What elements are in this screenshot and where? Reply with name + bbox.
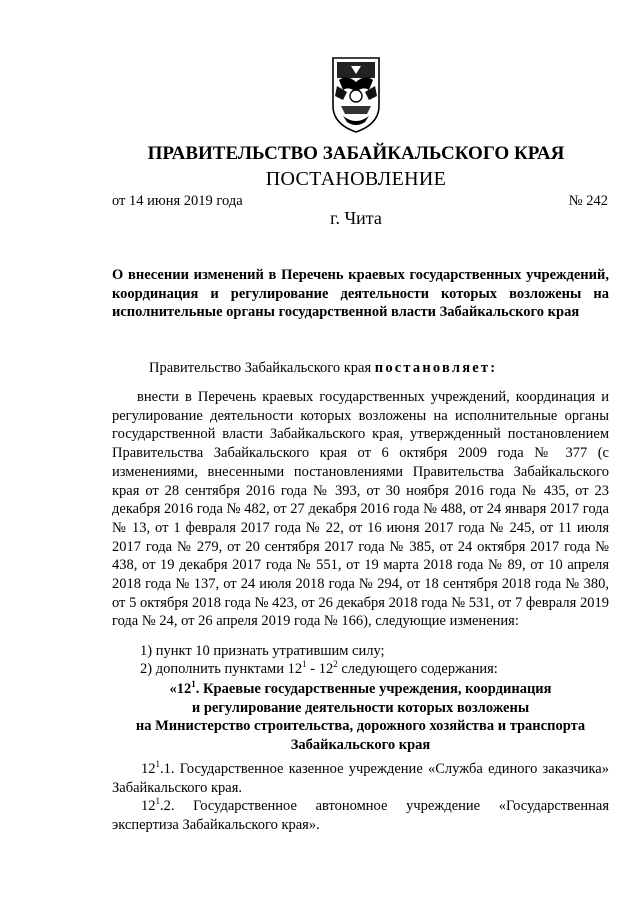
list-item-1: 1) пункт 10 признать утратившим силу; — [140, 643, 385, 659]
document-date: от 14 июня 2019 года — [112, 193, 243, 209]
list-item-2: 2) дополнить пунктами $12^1 - 12^2$ следующего содержания: — [140, 659, 498, 677]
section-heading-line-2: и регулирование деятельности которых возложены — [191, 699, 530, 716]
section-heading — [112, 680, 609, 754]
paragraph-12-1-2: $12^1.2$. Государственное автономное учреждение «Государственная экспертиза Забайкальского края». — [112, 796, 609, 833]
section-heading-line-4: Забайкальского края — [290, 736, 431, 753]
document-subject: О внесении изменений в Перечень краевых государственных учреждений, координация и регулирование деятельности которых возложены на исполнительные органы государственной власти Забайкальского края — [112, 267, 609, 321]
decree-line — [149, 360, 497, 377]
document-number: № 242 — [568, 193, 608, 209]
body-paragraph: внести в Перечень краевых государственных учреждений, координация и регулирование деятельности которых возложены на исполнительные органы государственной власти Забайкальского края, утвержденный постановлением Правительства Забайкальского края от 6 октября 2009 года № 377 (с изменениями, внесенными постановлениями Правительства Забайкальского края от 28 сентября 2016 года № 393, от 30 ноября 2016 года № 435, от 23 декабря 2016 года № 482, от 27 декабря 2016 года № 488, от 24 января 2017 года № 13, от 1 февраля 2017 года № 22, от 16 июня 2017 года № 245, от 11 июля 2017 года № 279, от 20 сентября 2017 года № 385, от 24 октября 2017 года № 438, от 19 декабря 2017 года № 551, от 19 марта 2018 года № 89, от 10 апреля 2018 года № 137, от 24 июля 2018 года № 294, от 18 сентября 2018 года № 380, от 5 октября 2018 года № 423, от 26 декабря 2018 года № 531, от 7 февраля 2019 года № 24, от 26 апреля 2019 года № 166), следующие изменения: — [112, 389, 609, 630]
decree-verb: постановляет: — [374, 360, 498, 376]
government-title: ПРАВИТЕЛЬСТВО ЗАБАЙКАЛЬСКОГО КРАЯ — [147, 143, 565, 164]
section-heading-line-3: на Министерство строительства, дорожного хозяйства и транспорта — [135, 718, 586, 734]
body-text-block — [112, 388, 609, 631]
coat-of-arms-icon — [329, 56, 383, 134]
city: г. Чита — [330, 208, 382, 228]
document-type: ПОСТАНОВЛЕНИЕ — [265, 168, 447, 190]
paragraph-12-1-1: $12^1.1$. Государственное казенное учреждение «Служба единого заказчика» Забайкальского края. — [112, 759, 609, 796]
section-heading-line-1: «$12^1$. Краевые государственные учреждения, координация — [169, 679, 552, 697]
decree-prefix: Правительство Забайкальского края — [149, 360, 372, 376]
